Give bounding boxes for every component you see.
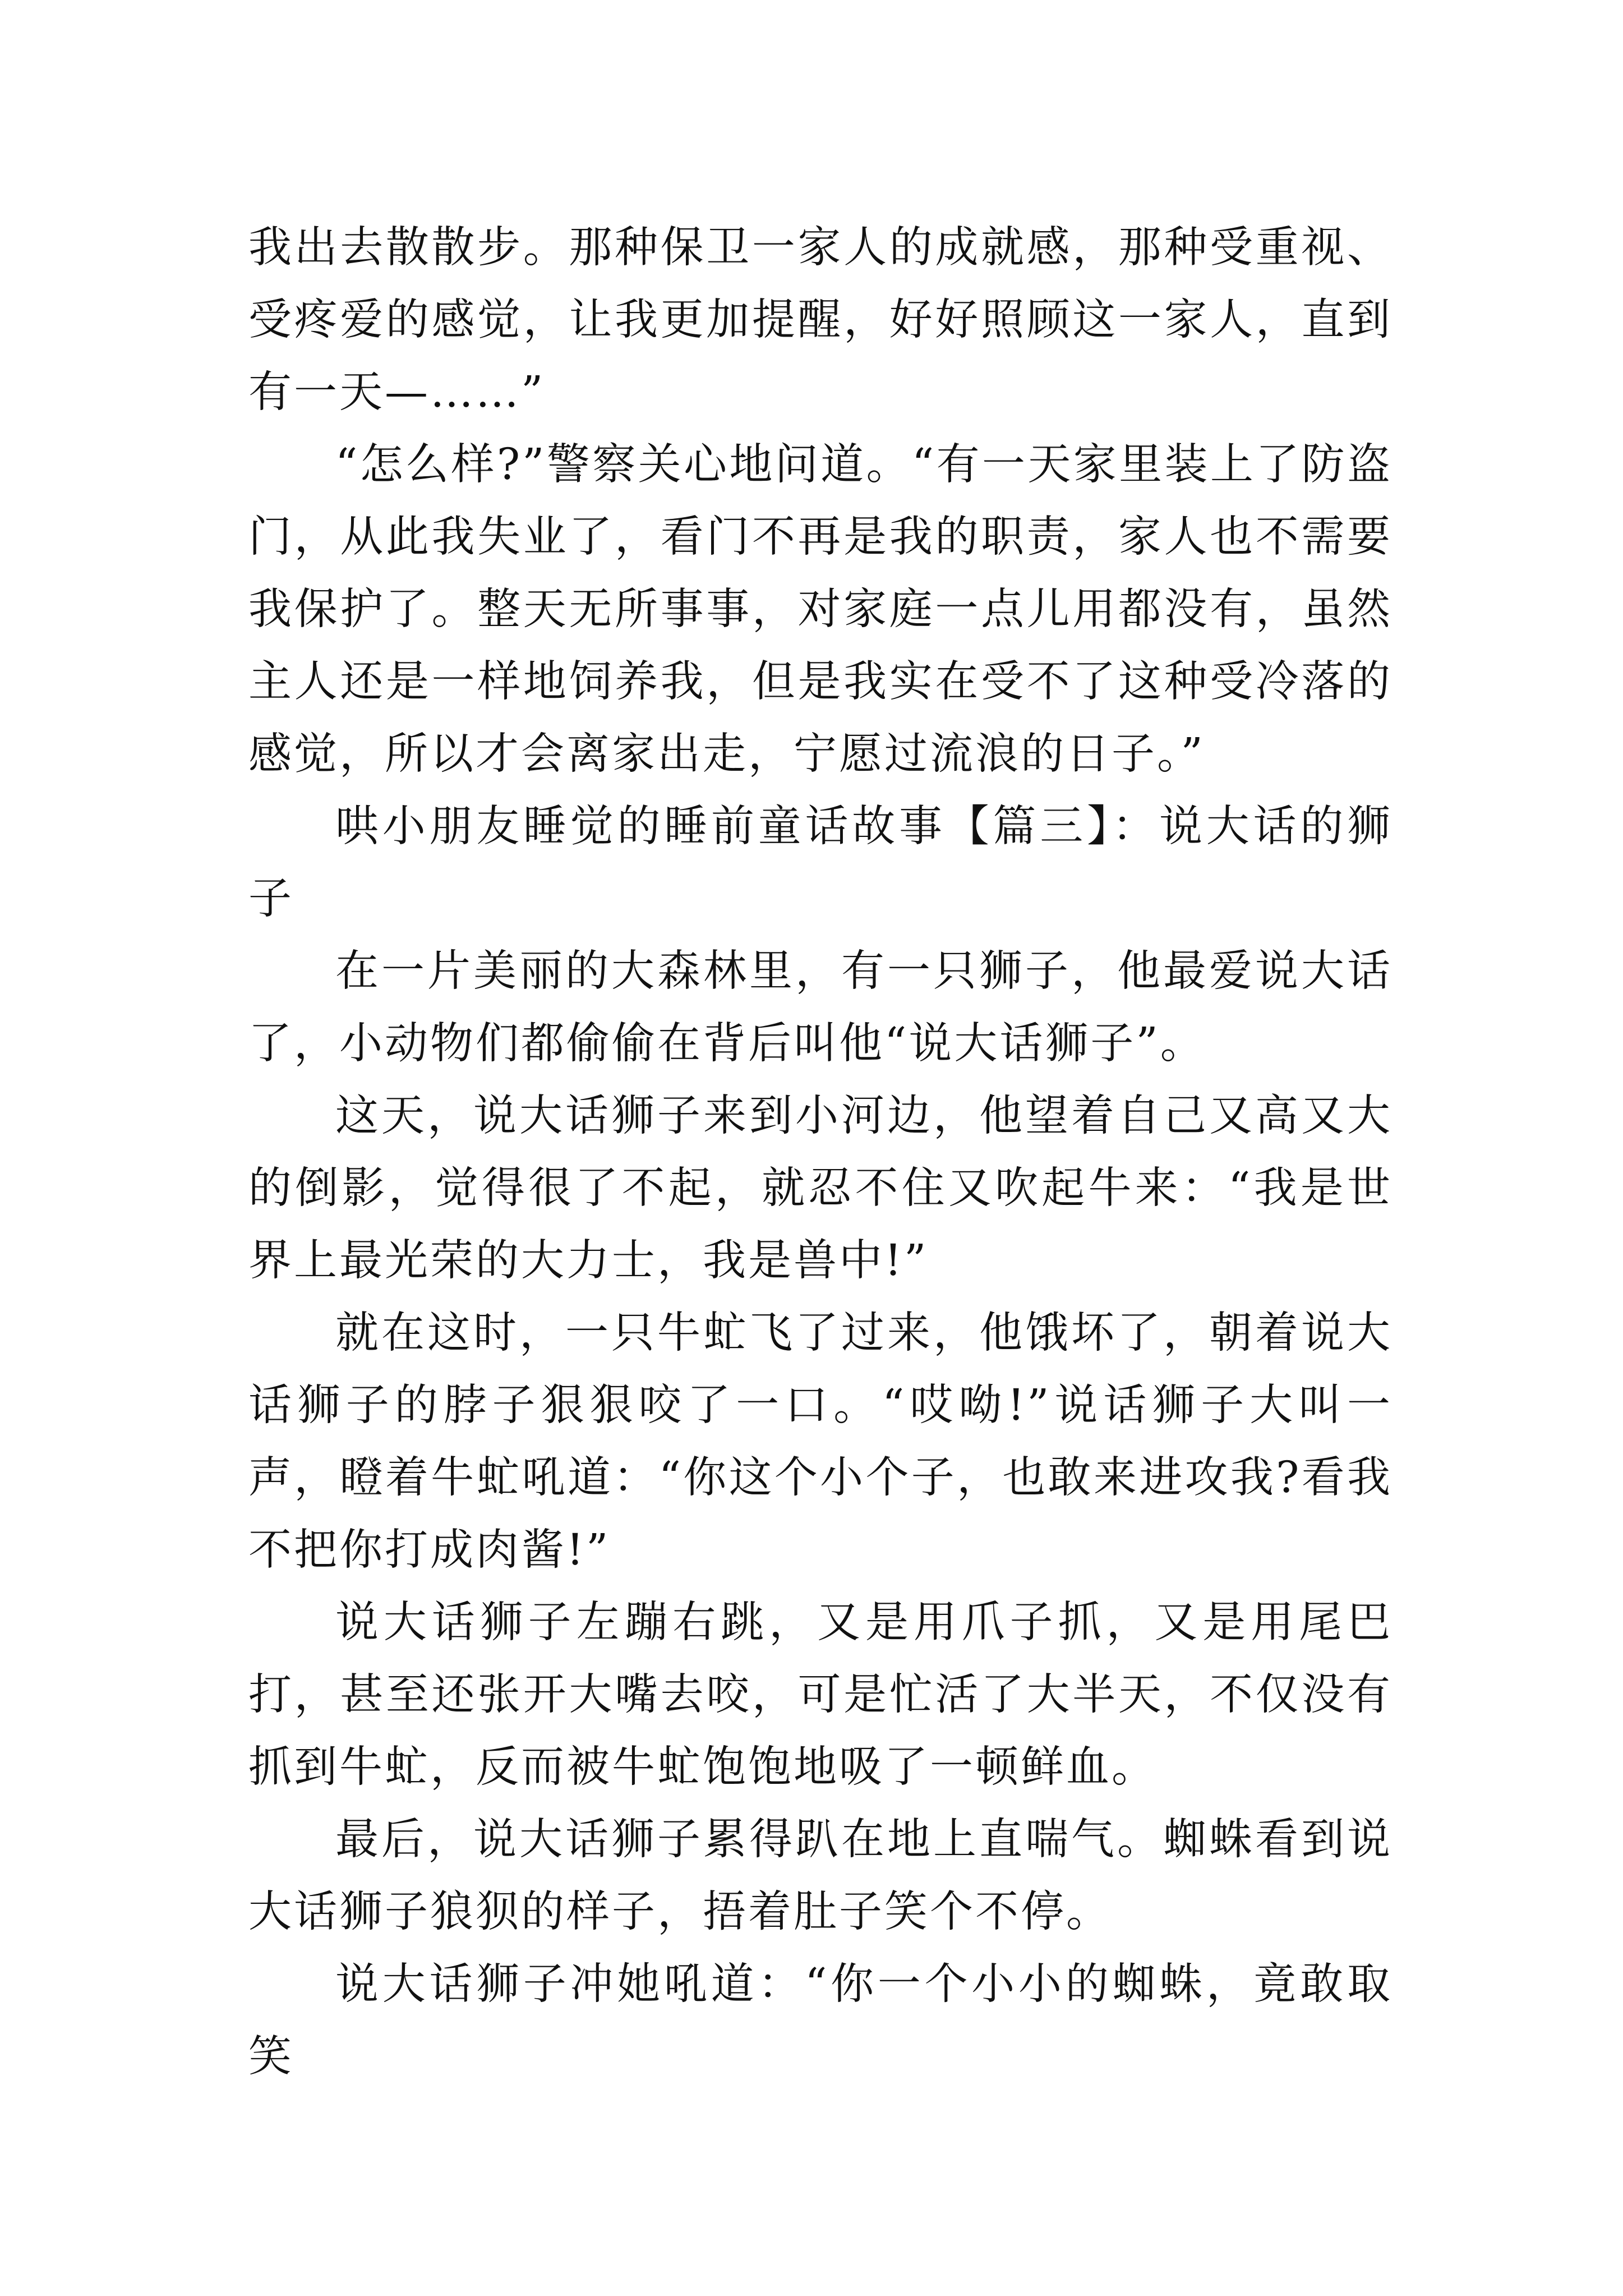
paragraph-spider: 最后，说大话狮子累得趴在地上直喘气。蜘蛛看到说大话狮子狼狈的样子，捂着肚子笑个不停。 <box>248 1815 1393 1937</box>
paragraph-police-question: “怎么样?”警察关心地问道。“有一天家里装上了防盗门，从此我失业了，看门不再是我的职责，家人也不需要我保护了。整天无所事事，对家庭一点儿用都没有，虽然主人还是一样地饲养我，但是我实在受不了这种受冷落的感觉，所以才会离家出走，宁愿过流浪的日子。” <box>248 440 1393 779</box>
paragraph-river: 这天，说大话狮子来到小河边，他望着自己又高又大的倒影，觉得很了不起，就忍不住又吹起牛来：“我是世界上最光荣的大力士，我是兽中!” <box>248 1091 1393 1286</box>
document-body <box>248 211 1393 2093</box>
paragraph-gadfly: 就在这时，一只牛虻飞了过来，他饿坏了，朝着说大话狮子的脖子狠狠咬了一口。“哎呦!”说话狮子大叫一声，瞪着牛虻吼道：“你这个小个子，也敢来进攻我?看我不把你打成肉酱!” <box>248 1308 1393 1575</box>
story-heading: 哄小朋友睡觉的睡前童话故事【篇三】：说大话的狮子 <box>248 802 1393 924</box>
paragraph-continuation: 我出去散散步。那种保卫一家人的成就感，那种受重视、受疼爱的感觉，让我更加提醒，好好照顾这一家人，直到有一天—……” <box>248 223 1393 417</box>
paragraph-roar: 说大话狮子冲她吼道：“你一个小小的蜘蛛，竟敢取笑 <box>248 1959 1393 2082</box>
paragraph-fight: 说大话狮子左蹦右跳，又是用爪子抓，又是用尾巴打，甚至还张开大嘴去咬，可是忙活了大半天，不仅没有抓到牛虻，反而被牛虻饱饱地吸了一顿鲜血。 <box>248 1598 1393 1792</box>
paragraph-intro: 在一片美丽的大森林里，有一只狮子，他最爱说大话了，小动物们都偷偷在背后叫他“说大话狮子”。 <box>248 946 1393 1069</box>
